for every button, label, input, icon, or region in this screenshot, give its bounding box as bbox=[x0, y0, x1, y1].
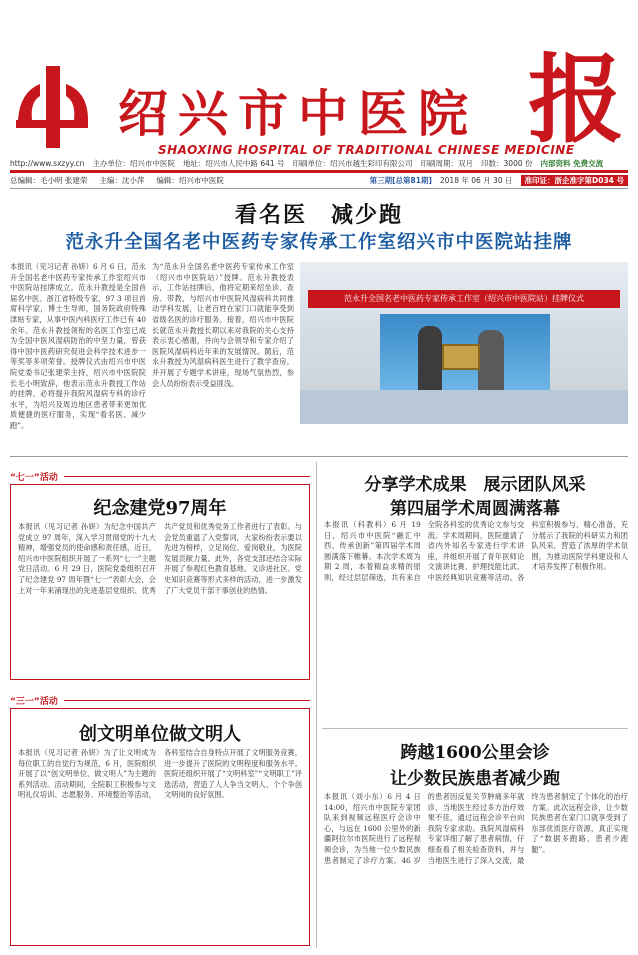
issue-number: 第三期[总第81期] bbox=[369, 176, 432, 185]
section-title-1: “七一”活动 bbox=[10, 472, 58, 483]
lead-col-1: 本报讯（见习记者 孙妍）6 月 6 日，范永升全国名老中医药专家传承工作室绍兴市中医院站挂牌成立。范永升教授是全国首届名中医、浙江省特级专家，97 3 项目首席科学家，博士生导师，国务院政府特殊津贴专家，从事中医内科医疗工作已有 40 余年。范永升教授领衔的名医工作室已成为全国中医风湿病防治的中坚力量，曾获得中国中医药研究促进会科学技术进步一等奖等多项荣誉。授牌仪式由绍兴市中医院党委书记张建荣主持，绍兴市中医院院长毛小明致辞，他表示范永升教授工作站的挂牌，必将提升我院风湿病专科的诊疗水平，为绍兴及周边地区患者带来更加优质便捷的医疗服务，实现“看名医、减少跑”。 bbox=[10, 262, 146, 430]
photo-banner: 范永升全国名老中医药专家传承工作室（绍兴市中医院站）挂牌仪式 bbox=[308, 290, 620, 308]
article-body-3: 本报讯（科教科）6 月 19 日，绍兴市中医院“融汇中西、传承创新”第四届学术周圆满落下帷幕。本次学术周为期 2 周，本着精益求精的原则，经过层层筛选，共有来自全院各科室的优秀论文参与交流。学术周期间，医院邀请了省内外知名专家进行学术讲座，并组织开展了青年医师论文演讲比赛、护理技能比武、中医经典知识竞赛等活动。各科室积极参与、精心准备，充分展示了我院的科研实力和团队风采，营造了浓厚的学术氛围，为推动医院学科建设和人才培养发挥了积极作用。 bbox=[324, 520, 628, 582]
lead-photo bbox=[300, 262, 628, 424]
photo-plaque bbox=[442, 344, 480, 370]
info-bar bbox=[10, 158, 628, 169]
article-headline-1: 纪念建党97周年 bbox=[93, 498, 227, 519]
editor: 编辑：绍兴市中医院 bbox=[156, 176, 224, 185]
print-cycle: 印刷周期：双月 bbox=[420, 159, 474, 168]
article-body-4: 本报讯（刘小东）6 月 4 日 14:00，绍兴市中医院专家团队来到视频远程医疗会诊中心，与远在 1600 公里外的新疆阿拉尔市医院进行了远程视频会诊，为当地一位少数民族患者制定了诊疗方案。46 岁的患者因反复关节肿痛多年就诊，当地医生经过多方治疗效果不佳，通过远程会诊平台向我院专家求助。我院风湿病科专家详细了解了患者病情，仔细查看了相关检查资料，并与当地医生进行了深入交流，最终为患者制定了个体化的治疗方案。此次远程会诊，让少数民族患者在家门口就享受到了东部优质医疗资源，真正实现了“数据多跑路、患者少跑腿”。 bbox=[324, 792, 628, 865]
masthead-english: SHAOXING HOSPITAL OF TRADITIONAL CHINESE MEDICINE bbox=[158, 143, 575, 157]
edit-bar bbox=[10, 174, 628, 187]
internal-tag: 内部资料 免费交流 bbox=[540, 159, 604, 168]
section-title-2: “三一”活动 bbox=[10, 696, 58, 707]
article-body-1: 本报讯（见习记者 孙妍）为纪念中国共产党成立 97 周年，深入学习贯彻党的十九大精神，增强党员的使命感和责任感，近日，绍兴市中医院组织开展了一系列“七一”主题党日活动。6 月 29 日，医院党委组织召开了纪念建党 97 周年暨“七一”表彰大会，会上对一年来涌现出的先进基层党组织、优秀共产党员和优秀党务工作者进行了表彰。与会党员重温了入党誓词，大家纷纷表示要以先进为榜样，立足岗位、爱岗敬业，为医院发展贡献力量。此外，各党支部还结合实际开展了参观红色教育基地、义诊进社区、党史知识竞赛等形式多样的活动，进一步激发了广大党员干部干事创业的热情。 bbox=[18, 522, 302, 595]
article-subhead-4: 让少数民族患者减少跑 bbox=[390, 769, 560, 789]
address-text: 地址：绍兴市人民中路 641 号 bbox=[182, 159, 285, 168]
issue-date: 2018 年 06 月 30 日 bbox=[439, 176, 513, 185]
masthead-bao: 报 bbox=[528, 43, 624, 156]
right-divider bbox=[322, 728, 628, 729]
print-count: 印数：3000 份 bbox=[481, 159, 533, 168]
permit-number: 准印证：浙企准字第D034 号 bbox=[521, 175, 629, 186]
chief-editor: 总编辑：毛小明 张建荣 bbox=[10, 176, 88, 185]
director: 主编：沈小萍 bbox=[99, 176, 145, 185]
print-company: 印刷单位：绍兴市越生彩印有限公司 bbox=[292, 159, 413, 168]
divider bbox=[10, 188, 628, 189]
article-headline-2: 创文明单位做文明人 bbox=[79, 724, 241, 745]
masthead-title: 绍兴市中医院 bbox=[118, 84, 478, 143]
lead-headline: 看名医 减少跑 bbox=[234, 202, 403, 228]
article-subhead-3: 第四届学术周圆满落幕 bbox=[390, 499, 560, 519]
section-divider bbox=[10, 456, 628, 457]
column-divider bbox=[316, 462, 317, 948]
article-body-2: 本报讯（见习记者 孙妍）为了让文明成为每位职工的自觉行为规范，6 月，医院组织开展了以“创文明单位、做文明人”为主题的系列活动。活动期间，全院职工积极参与文明礼仪培训、志愿服务、环境整治等活动，各科室结合自身特点开展了文明服务竞赛，进一步提升了医院的文明程度和服务水平。医院还组织开展了“文明科室”“文明职工”评选活动，营造了人人争当文明人、个个争创文明岗的良好氛围。 bbox=[18, 748, 302, 800]
section-bar-1 bbox=[10, 470, 310, 482]
hospital-logo-icon bbox=[10, 62, 92, 152]
lead-subhead: 范永升全国名老中医药专家传承工作室绍兴市中医院站挂牌 bbox=[65, 232, 573, 253]
lead-col-2: 为“范永升全国名老中医药专家传承工作室（绍兴市中医院站）”授牌。范永升教授表示，工作站挂牌后，他将定期来绍坐诊、查房、带教，与绍兴市中医院风湿病科共同推动学科发展，让老百姓在家门口就能享受到省级名医的诊疗服务。接着，绍兴市中医院长就范永升教授长期以来对我院的关心支持表示衷心感谢，并向与会领导和专家介绍了医院风湿病科近年来的发展情况。随后，范永升教授为风湿病科医生进行了教学查房，并开展了专题学术讲座，现场气氛热烈，参会人员纷纷表示受益匪浅。 bbox=[152, 262, 294, 388]
article-headline-3: 分享学术成果 展示团队风采 bbox=[364, 475, 586, 495]
photo-table bbox=[300, 390, 628, 424]
masthead-rule bbox=[10, 170, 628, 173]
section-bar-2 bbox=[10, 694, 310, 706]
article-headline-4: 跨越1600公里会诊 bbox=[400, 743, 550, 763]
host-text: 主办单位：绍兴市中医院 bbox=[92, 159, 175, 168]
website-link[interactable]: http://www.sxzyy.cn bbox=[10, 159, 85, 168]
